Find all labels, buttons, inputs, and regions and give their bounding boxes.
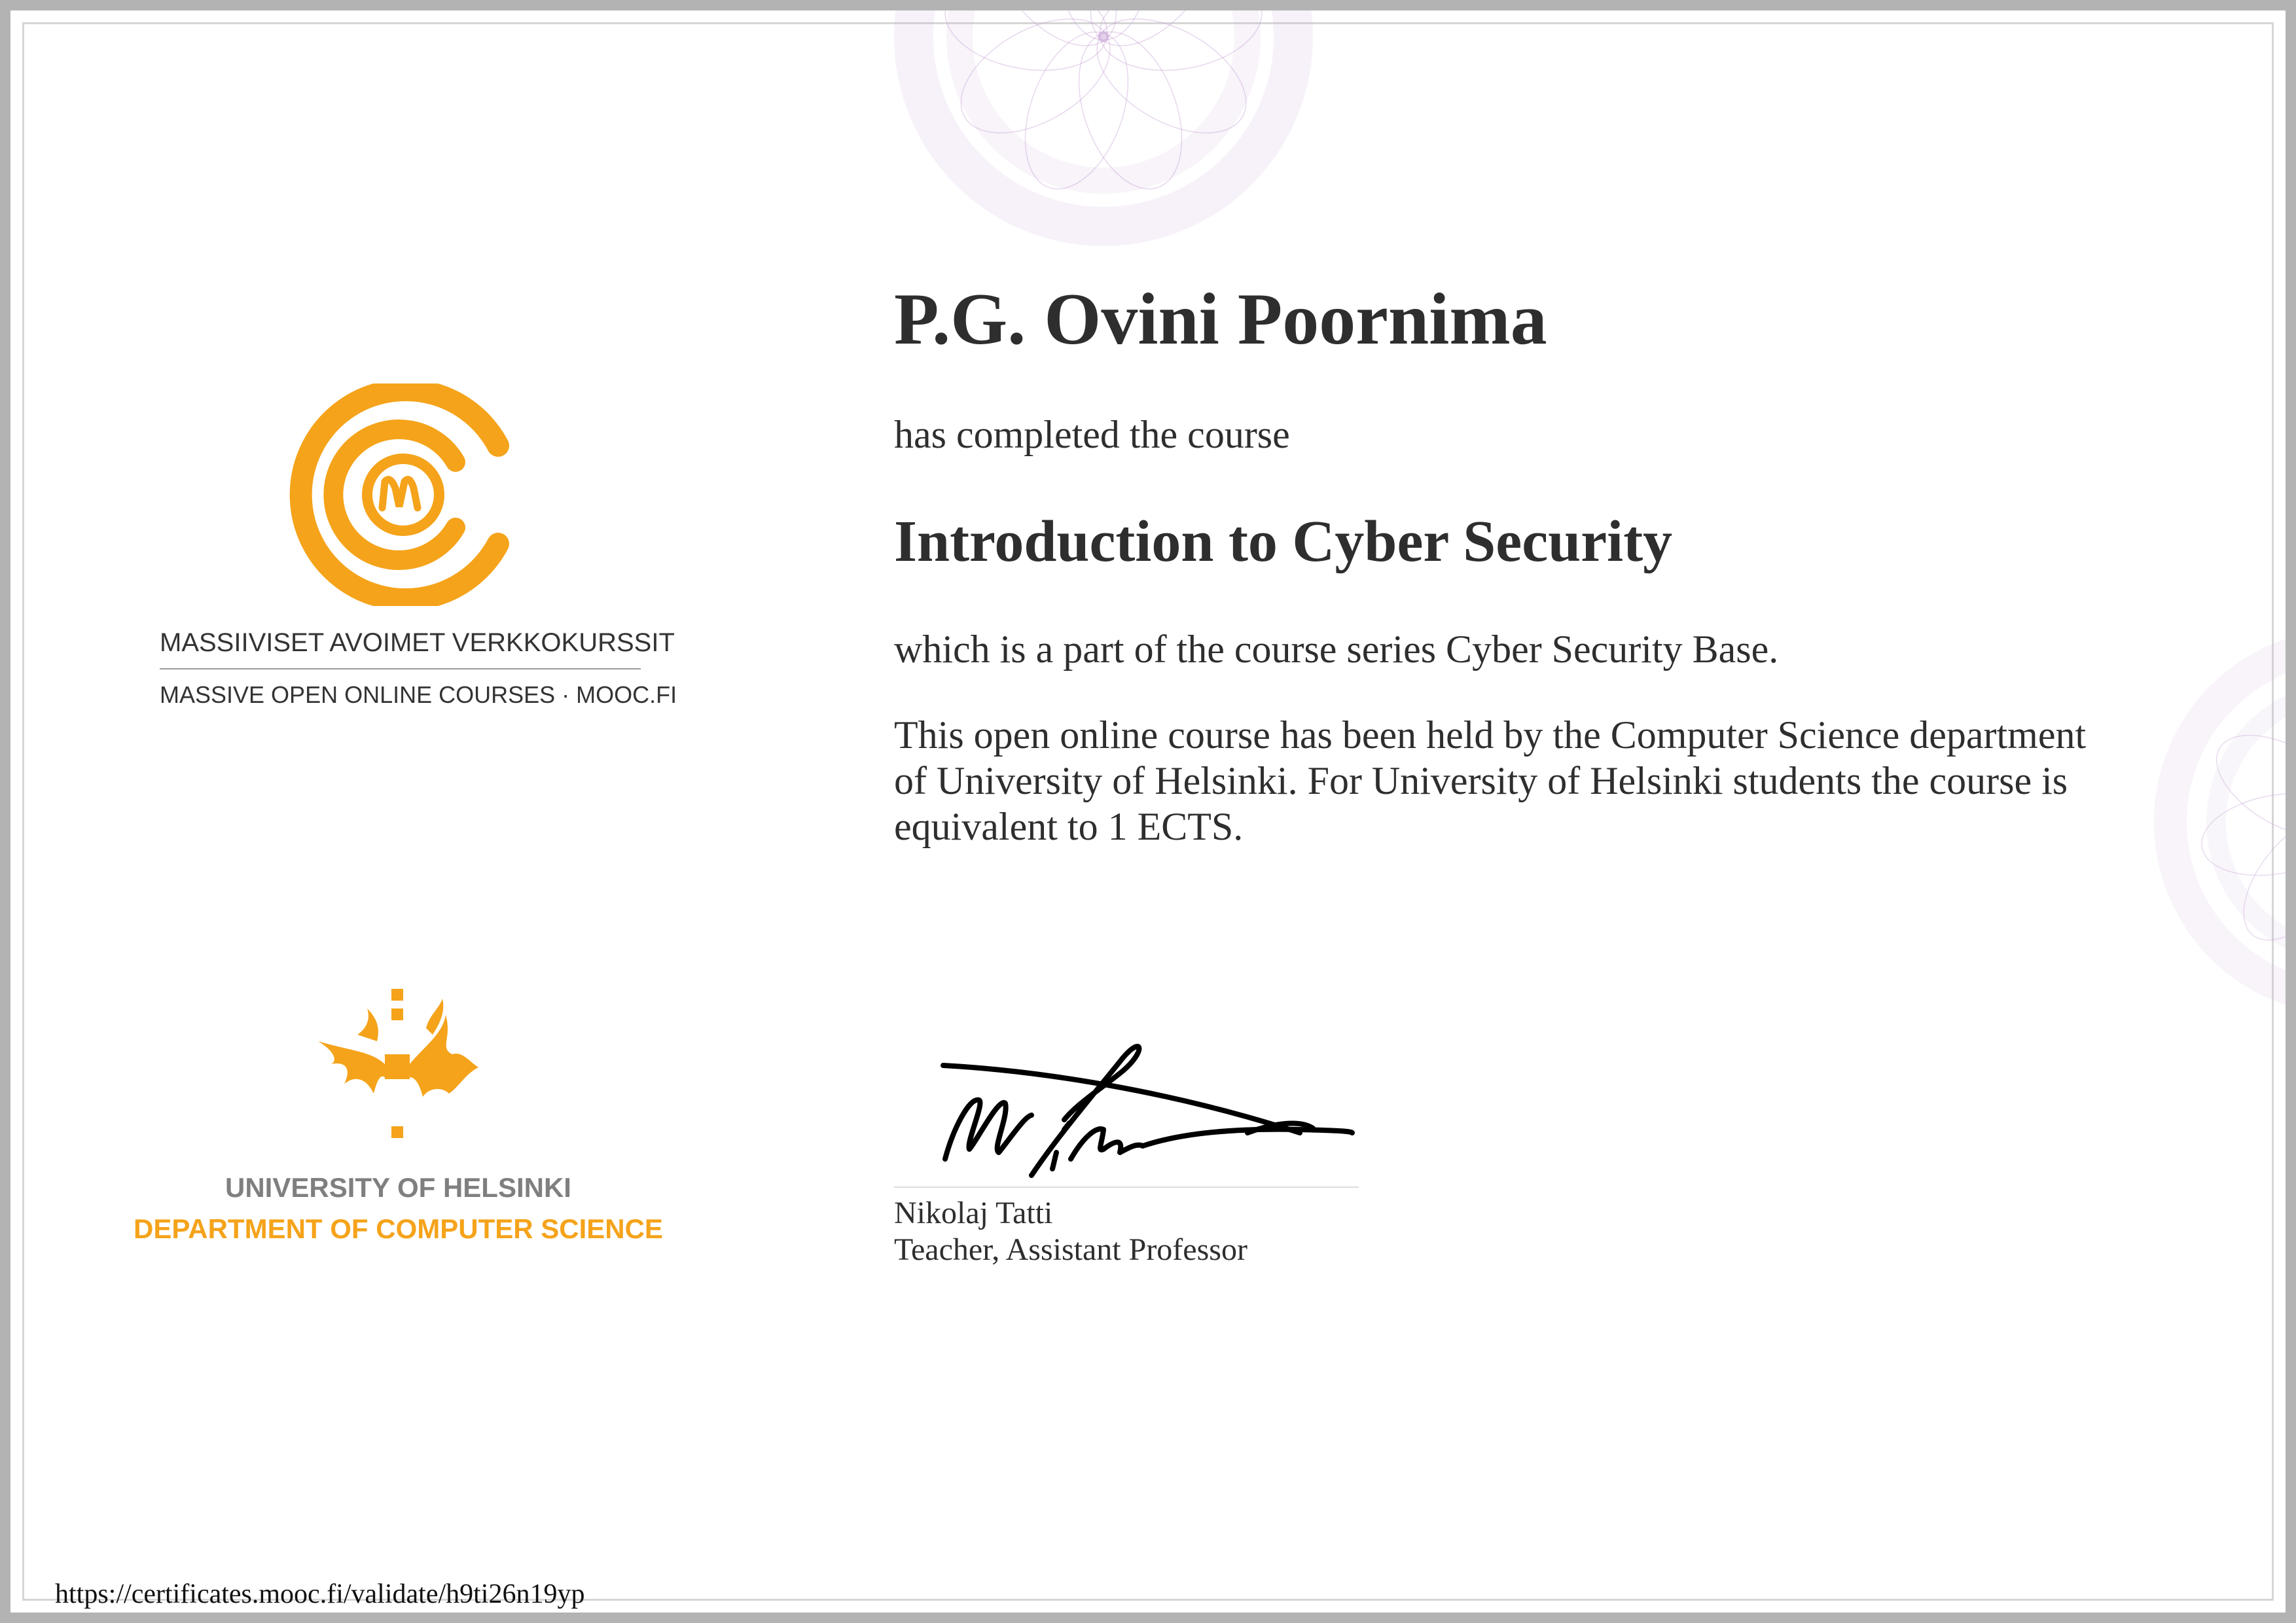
rosette-top-decoration <box>855 0 1352 292</box>
mooc-logo-divider <box>160 668 641 669</box>
validation-url[interactable]: https://certificates.mooc.fi/validate/h9ti26n19yp <box>55 1579 585 1609</box>
mooc-logo-line2: MASSIVE OPEN ONLINE COURSES · MOOC.FI <box>160 681 677 708</box>
mooc-logo-icon <box>272 383 534 606</box>
course-description: This open online course has been held by the Computer Science department of University of Helsinki. For University of Helsinki students the course is equivalent to 1 ECTS. <box>894 713 2087 848</box>
completed-text: has completed the course <box>894 413 1290 456</box>
university-flame-logo-icon <box>312 989 482 1139</box>
department-name: DEPARTMENT OF COMPUTER SCIENCE <box>134 1213 663 1244</box>
mooc-logo-line1: MASSIIVISET AVOIMET VERKKOKURSSIT <box>160 628 675 657</box>
rosette-right-decoration <box>2131 586 2296 1058</box>
signatory-title: Teacher, Assistant Professor <box>894 1232 1247 1267</box>
signature-line <box>894 1186 1359 1188</box>
recipient-name: P.G. Ovini Poornima <box>894 279 1547 360</box>
course-title: Introduction to Cyber Security <box>894 509 1673 574</box>
handwritten-signature <box>907 1018 1365 1188</box>
university-name: UNIVERSITY OF HELSINKI <box>225 1172 571 1203</box>
signatory-name: Nikolaj Tatti <box>894 1196 1053 1230</box>
series-text: which is a part of the course series Cyber Security Base. <box>894 628 1779 671</box>
